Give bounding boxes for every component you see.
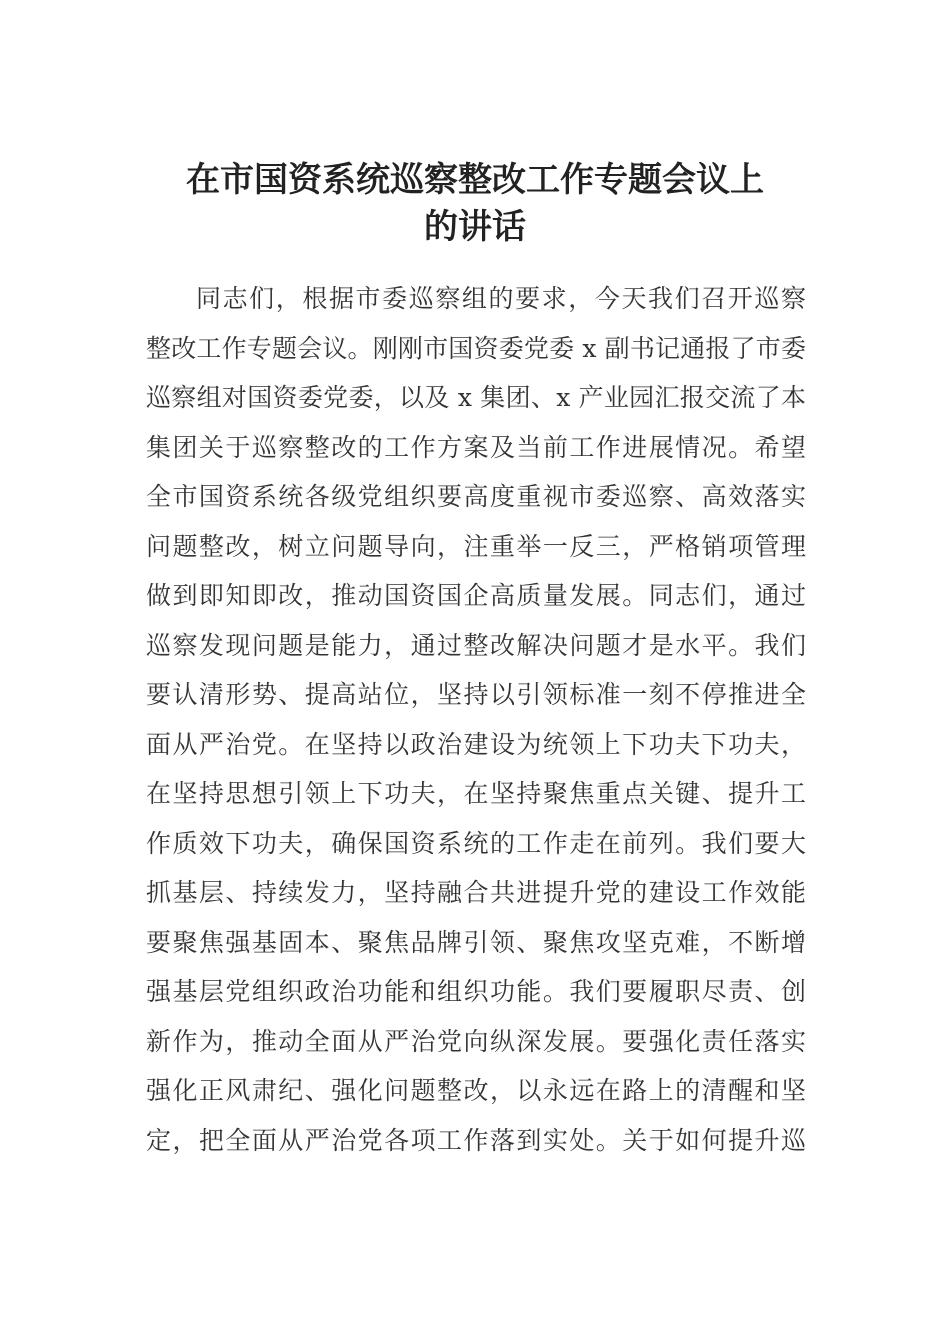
body-line-18: 定，把全面从严治党各项工作落到实处。关于如何提升巡 <box>146 1126 806 1155</box>
body-line-17: 强化正风肃纪、强化问题整改，以永远在路上的清醒和坚 <box>146 1076 806 1105</box>
body-line-2: 整改工作专题会议。刚刚市国资委党委 x 副书记通报了市委 <box>146 334 806 363</box>
body-line-10: 面从严治党。在坚持以政治建设为统领上下功夫下功夫， <box>146 730 806 759</box>
body-line-7: 做到即知即改，推动国资国企高质量发展。同志们，通过 <box>146 581 806 610</box>
body-line-3: 巡察组对国资委党委，以及 x 集团、x 产业园汇报交流了本 <box>146 383 806 412</box>
body-line-16: 新作为，推动全面从严治党向纵深发展。要强化责任落实 <box>146 1027 806 1056</box>
body-line-8: 巡察发现问题是能力，通过整改解决问题才是水平。我们 <box>146 631 806 660</box>
body-line-6: 问题整改，树立问题导向，注重举一反三，严格销项管理 <box>146 532 806 561</box>
body-line-15: 强基层党组织政治功能和组织功能。我们要履职尽责、创 <box>146 977 806 1006</box>
body-line-4: 集团关于巡察整改的工作方案及当前工作进展情况。希望 <box>146 433 806 462</box>
body-line-12: 作质效下功夫，确保国资系统的工作走在前列。我们要大 <box>146 829 806 858</box>
body-line-9: 要认清形势、提高站位，坚持以引领标准一刻不停推进全 <box>146 680 806 709</box>
body-line-1: 同志们，根据市委巡察组的要求，今天我们召开巡察 <box>196 284 806 313</box>
body-line-14: 要聚焦强基固本、聚焦品牌引领、聚焦攻坚克难，不断增 <box>146 928 806 957</box>
body-line-13: 抓基层、持续发力，坚持融合共进提升党的建设工作效能 <box>146 878 806 907</box>
document-title-line-2: 的讲话 <box>424 207 526 247</box>
document-title-line-1: 在市国资系统巡察整改工作专题会议上 <box>186 160 764 200</box>
body-line-5: 全市国资系统各级党组织要高度重视市委巡察、高效落实 <box>146 482 806 511</box>
body-line-11: 在坚持思想引领上下功夫，在坚持聚焦重点关键、提升工 <box>146 779 806 808</box>
